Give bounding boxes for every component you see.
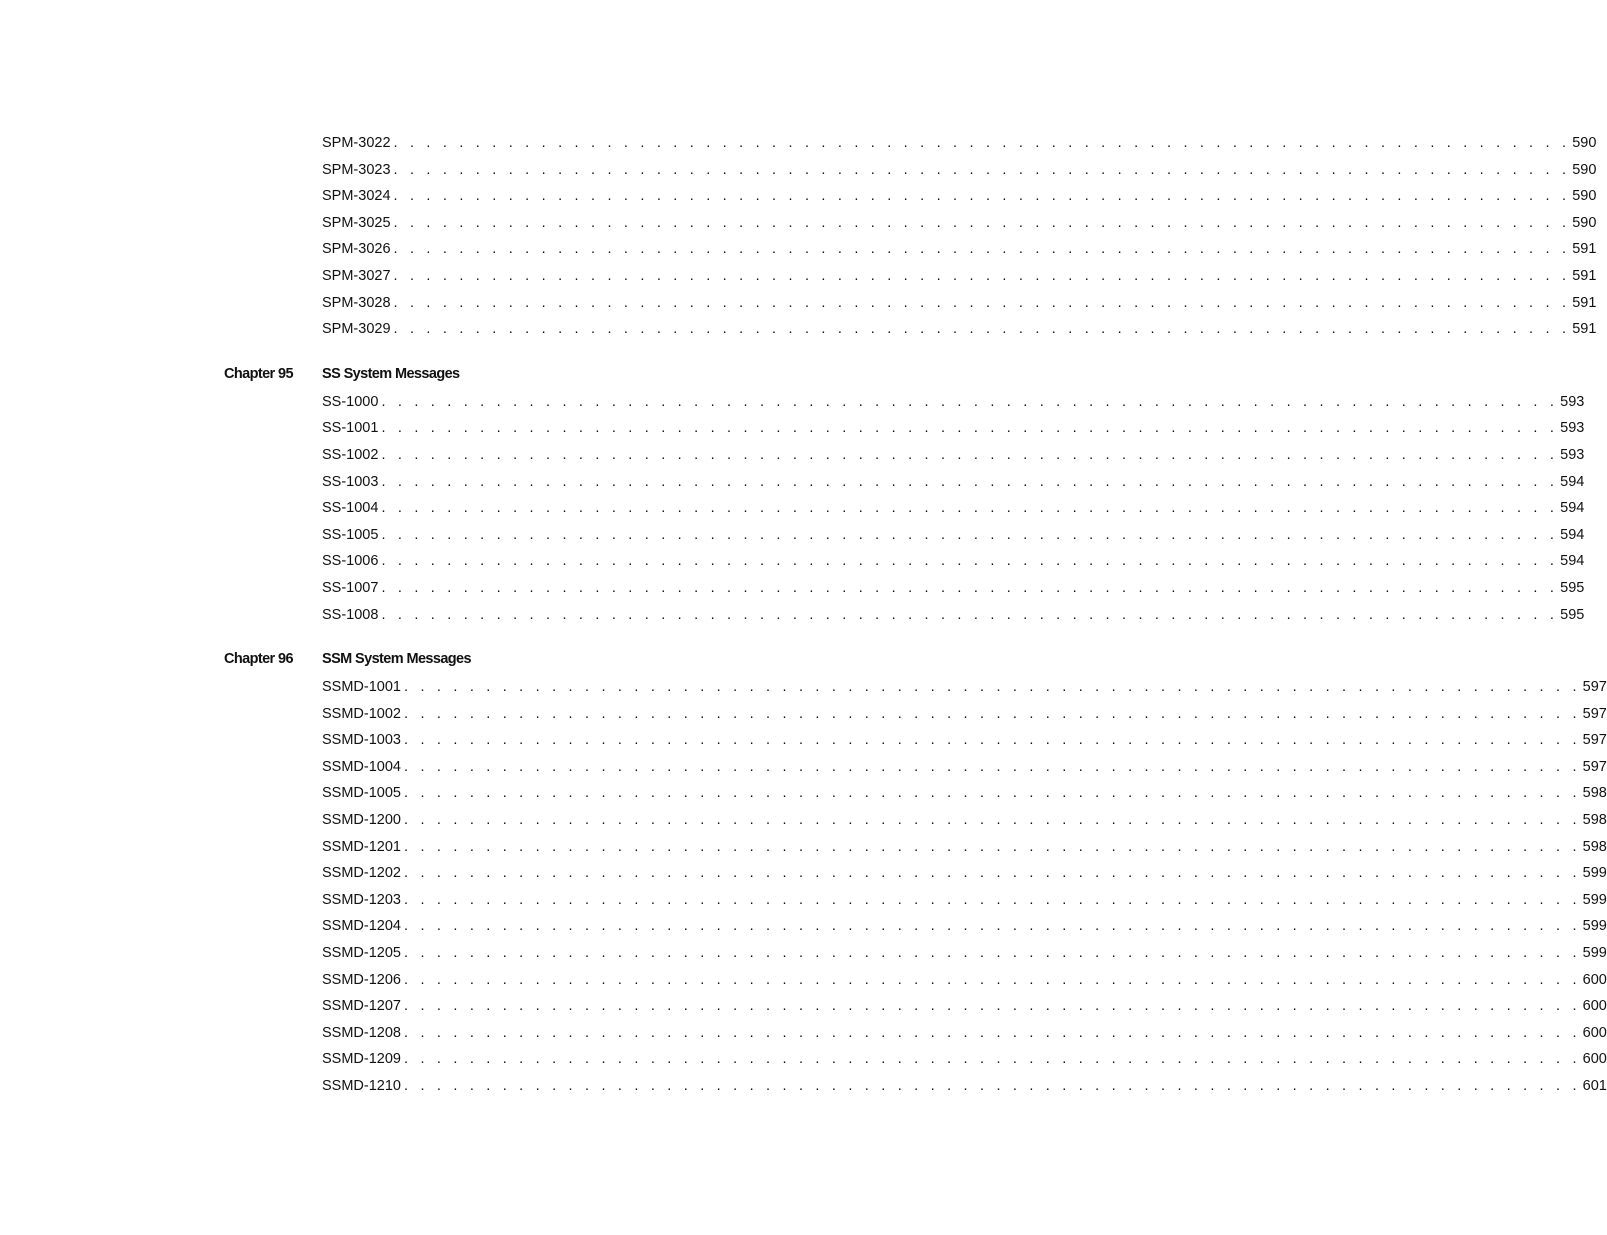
toc-section	[0, 130, 1597, 343]
toc-entry[interactable]	[322, 754, 1607, 781]
dot-leader: . . . . . . . . . . . . . . . . . . . . . . . . . . . . . . . . . . . . . . . . . . . . . . . . . . . . . . . . . . . . . . . . . . . . . . . .	[403, 891, 1581, 908]
toc-entry-page-number: 593	[1560, 446, 1585, 463]
toc-entry[interactable]	[322, 913, 1607, 940]
toc-entry[interactable]	[322, 674, 1607, 701]
dot-leader: . . . . . . . . . . . . . . . . . . . . . . . . . . . . . . . . . . . . . . . . . . . . . . . . . . . . . . . . . . . . . . . . . . . . . . . .	[403, 945, 1581, 962]
toc-entry[interactable]	[322, 807, 1607, 834]
toc-section	[0, 359, 1585, 628]
dot-leader: . . . . . . . . . . . . . . . . . . . . . . . . . . . . . . . . . . . . . . . . . . . . . . . . . . . . . . . . . . . . . . . . . . . . . . . .	[381, 420, 1559, 437]
dot-leader: . . . . . . . . . . . . . . . . . . . . . . . . . . . . . . . . . . . . . . . . . . . . . . . . . . . . . . . . . . . . . . . . . . . . . . . .	[403, 1051, 1581, 1068]
table-of-contents	[0, 130, 1607, 1100]
toc-entry-label: SPM-3025	[322, 214, 391, 231]
toc-entry-page-number: 593	[1560, 420, 1585, 437]
toc-entry[interactable]	[322, 442, 1585, 469]
toc-entry-page-number: 600	[1582, 998, 1607, 1015]
toc-entry-page-number: 591	[1572, 267, 1597, 284]
toc-entry-page-number: 600	[1582, 1024, 1607, 1041]
toc-entry-page-number: 594	[1560, 473, 1585, 490]
dot-leader: . . . . . . . . . . . . . . . . . . . . . . . . . . . . . . . . . . . . . . . . . . . . . . . . . . . . . . . . . . . . . . . . . . . . . . . .	[403, 918, 1581, 935]
toc-entry-label: SSMD-1001	[322, 679, 401, 696]
toc-entry-label: SS-1001	[322, 420, 379, 437]
toc-entry-label: SSMD-1205	[322, 945, 401, 962]
toc-entry[interactable]	[322, 548, 1585, 575]
dot-leader: . . . . . . . . . . . . . . . . . . . . . . . . . . . . . . . . . . . . . . . . . . . . . . . . . . . . . . . . . . . . . . . . . . . . . . . .	[381, 606, 1559, 623]
toc-entry-label: SS-1006	[322, 553, 379, 570]
toc-entry-page-number: 590	[1572, 188, 1597, 205]
toc-entry-label: SPM-3027	[322, 267, 391, 284]
toc-entry[interactable]	[322, 522, 1585, 549]
dot-leader: . . . . . . . . . . . . . . . . . . . . . . . . . . . . . . . . . . . . . . . . . . . . . . . . . . . . . . . . . . . . . . . . . . . . . . . .	[393, 321, 1571, 338]
dot-leader: . . . . . . . . . . . . . . . . . . . . . . . . . . . . . . . . . . . . . . . . . . . . . . . . . . . . . . . . . . . . . . . . . . . . . . . .	[381, 473, 1559, 490]
toc-entry-label: SS-1002	[322, 446, 379, 463]
chapter-number: Chapter 95	[224, 365, 293, 382]
toc-entry-label: SSMD-1004	[322, 758, 401, 775]
toc-entry-label: SSMD-1005	[322, 785, 401, 802]
chapter-title: SSM System Messages	[322, 651, 471, 668]
toc-entry-label: SSMD-1003	[322, 732, 401, 749]
toc-entry-label: SPM-3023	[322, 161, 391, 178]
toc-entry-page-number: 599	[1582, 945, 1607, 962]
toc-entry-label: SPM-3029	[322, 321, 391, 338]
toc-entry-label: SPM-3028	[322, 294, 391, 311]
toc-entry[interactable]	[322, 727, 1607, 754]
toc-entry-label: SSMD-1200	[322, 812, 401, 829]
toc-entry-page-number: 595	[1560, 606, 1585, 623]
toc-entry[interactable]	[322, 780, 1607, 807]
dot-leader: . . . . . . . . . . . . . . . . . . . . . . . . . . . . . . . . . . . . . . . . . . . . . . . . . . . . . . . . . . . . . . . . . . . . . . . .	[393, 135, 1571, 151]
dot-leader: . . . . . . . . . . . . . . . . . . . . . . . . . . . . . . . . . . . . . . . . . . . . . . . . . . . . . . . . . . . . . . . . . . . . . . . .	[381, 526, 1559, 543]
toc-entry[interactable]	[322, 602, 1585, 629]
dot-leader: . . . . . . . . . . . . . . . . . . . . . . . . . . . . . . . . . . . . . . . . . . . . . . . . . . . . . . . . . . . . . . . . . . . . . . . .	[403, 971, 1581, 988]
toc-entry-label: SS-1008	[322, 606, 379, 623]
toc-entry-page-number: 591	[1572, 321, 1597, 338]
toc-entry-page-number: 595	[1560, 579, 1585, 596]
toc-entry[interactable]	[322, 495, 1585, 522]
dot-leader: . . . . . . . . . . . . . . . . . . . . . . . . . . . . . . . . . . . . . . . . . . . . . . . . . . . . . . . . . . . . . . . . . . . . . . . .	[403, 705, 1581, 722]
toc-entry-page-number: 591	[1572, 241, 1597, 258]
toc-entry[interactable]	[322, 290, 1597, 317]
toc-entry-label: SS-1003	[322, 473, 379, 490]
toc-entry-page-number: 594	[1560, 500, 1585, 517]
toc-entry[interactable]	[322, 236, 1597, 263]
dot-leader: . . . . . . . . . . . . . . . . . . . . . . . . . . . . . . . . . . . . . . . . . . . . . . . . . . . . . . . . . . . . . . . . . . . . . . . .	[381, 500, 1559, 517]
chapter-title: SS System Messages	[322, 365, 460, 382]
toc-entry-page-number: 598	[1582, 812, 1607, 829]
dot-leader: . . . . . . . . . . . . . . . . . . . . . . . . . . . . . . . . . . . . . . . . . . . . . . . . . . . . . . . . . . . . . . . . . . . . . . . .	[403, 732, 1581, 749]
toc-entry-page-number: 597	[1582, 705, 1607, 722]
toc-entry[interactable]	[322, 316, 1597, 343]
toc-entry-label: SSMD-1201	[322, 838, 401, 855]
toc-entry[interactable]	[322, 1073, 1607, 1100]
toc-entry-page-number: 594	[1560, 526, 1585, 543]
dot-leader: . . . . . . . . . . . . . . . . . . . . . . . . . . . . . . . . . . . . . . . . . . . . . . . . . . . . . . . . . . . . . . . . . . . . . . . .	[381, 579, 1559, 596]
dot-leader: . . . . . . . . . . . . . . . . . . . . . . . . . . . . . . . . . . . . . . . . . . . . . . . . . . . . . . . . . . . . . . . . . . . . . . . .	[393, 294, 1571, 311]
toc-entry-page-number: 593	[1560, 393, 1585, 410]
toc-entry-label: SS-1005	[322, 526, 379, 543]
dot-leader: . . . . . . . . . . . . . . . . . . . . . . . . . . . . . . . . . . . . . . . . . . . . . . . . . . . . . . . . . . . . . . . . . . . . . . . .	[393, 188, 1571, 205]
dot-leader: . . . . . . . . . . . . . . . . . . . . . . . . . . . . . . . . . . . . . . . . . . . . . . . . . . . . . . . . . . . . . . . . . . . . . . . .	[403, 1078, 1581, 1094]
toc-entry-label: SSMD-1206	[322, 971, 401, 988]
dot-leader: . . . . . . . . . . . . . . . . . . . . . . . . . . . . . . . . . . . . . . . . . . . . . . . . . . . . . . . . . . . . . . . . . . . . . . . .	[381, 553, 1559, 570]
toc-entry-page-number: 597	[1582, 758, 1607, 775]
toc-entry[interactable]	[322, 834, 1607, 861]
dot-leader: . . . . . . . . . . . . . . . . . . . . . . . . . . . . . . . . . . . . . . . . . . . . . . . . . . . . . . . . . . . . . . . . . . . . . . . .	[381, 393, 1559, 410]
dot-leader: . . . . . . . . . . . . . . . . . . . . . . . . . . . . . . . . . . . . . . . . . . . . . . . . . . . . . . . . . . . . . . . . . . . . . . . .	[403, 758, 1581, 775]
toc-entry[interactable]	[322, 157, 1597, 184]
dot-leader: . . . . . . . . . . . . . . . . . . . . . . . . . . . . . . . . . . . . . . . . . . . . . . . . . . . . . . . . . . . . . . . . . . . . . . . .	[403, 679, 1581, 696]
toc-entry-label: SSMD-1002	[322, 705, 401, 722]
toc-entry-page-number: 598	[1582, 838, 1607, 855]
toc-entry[interactable]	[322, 967, 1607, 994]
dot-leader: . . . . . . . . . . . . . . . . . . . . . . . . . . . . . . . . . . . . . . . . . . . . . . . . . . . . . . . . . . . . . . . . . . . . . . . .	[403, 998, 1581, 1015]
toc-entry[interactable]	[322, 887, 1607, 914]
toc-entry-page-number: 590	[1572, 135, 1597, 151]
toc-entry[interactable]	[322, 469, 1585, 496]
toc-entry-page-number: 600	[1582, 1051, 1607, 1068]
toc-entry-label: SPM-3024	[322, 188, 391, 205]
toc-entry-page-number: 591	[1572, 294, 1597, 311]
toc-section	[0, 644, 1607, 1100]
toc-entry-page-number: 599	[1582, 891, 1607, 908]
toc-entry[interactable]	[322, 389, 1585, 416]
toc-entry-page-number: 598	[1582, 785, 1607, 802]
toc-entry[interactable]	[322, 415, 1585, 442]
toc-entry-page-number: 599	[1582, 918, 1607, 935]
toc-entry-page-number: 594	[1560, 553, 1585, 570]
dot-leader: . . . . . . . . . . . . . . . . . . . . . . . . . . . . . . . . . . . . . . . . . . . . . . . . . . . . . . . . . . . . . . . . . . . . . . . .	[403, 865, 1581, 882]
toc-entry[interactable]	[322, 1046, 1607, 1073]
dot-leader: . . . . . . . . . . . . . . . . . . . . . . . . . . . . . . . . . . . . . . . . . . . . . . . . . . . . . . . . . . . . . . . . . . . . . . . .	[393, 161, 1571, 178]
toc-entry[interactable]	[322, 183, 1597, 210]
toc-entry-page-number: 600	[1582, 971, 1607, 988]
chapter-heading	[0, 644, 954, 674]
toc-entry-page-number: 590	[1572, 161, 1597, 178]
toc-entry-label: SSMD-1202	[322, 865, 401, 882]
dot-leader: . . . . . . . . . . . . . . . . . . . . . . . . . . . . . . . . . . . . . . . . . . . . . . . . . . . . . . . . . . . . . . . . . . . . . . . .	[381, 446, 1559, 463]
dot-leader: . . . . . . . . . . . . . . . . . . . . . . . . . . . . . . . . . . . . . . . . . . . . . . . . . . . . . . . . . . . . . . . . . . . . . . . .	[403, 838, 1581, 855]
toc-entry-label: SSMD-1204	[322, 918, 401, 935]
toc-entry-label: SPM-3026	[322, 241, 391, 258]
chapter-number: Chapter 96	[224, 651, 293, 668]
toc-entry[interactable]	[322, 1020, 1607, 1047]
dot-leader: . . . . . . . . . . . . . . . . . . . . . . . . . . . . . . . . . . . . . . . . . . . . . . . . . . . . . . . . . . . . . . . . . . . . . . . .	[393, 241, 1571, 258]
dot-leader: . . . . . . . . . . . . . . . . . . . . . . . . . . . . . . . . . . . . . . . . . . . . . . . . . . . . . . . . . . . . . . . . . . . . . . . .	[403, 812, 1581, 829]
toc-entry-page-number: 601	[1582, 1078, 1607, 1094]
toc-entry[interactable]	[322, 210, 1597, 237]
toc-entry-page-number: 597	[1582, 732, 1607, 749]
dot-leader: . . . . . . . . . . . . . . . . . . . . . . . . . . . . . . . . . . . . . . . . . . . . . . . . . . . . . . . . . . . . . . . . . . . . . . . .	[393, 267, 1571, 284]
toc-entry[interactable]	[322, 940, 1607, 967]
dot-leader: . . . . . . . . . . . . . . . . . . . . . . . . . . . . . . . . . . . . . . . . . . . . . . . . . . . . . . . . . . . . . . . . . . . . . . . .	[403, 785, 1581, 802]
chapter-heading	[0, 359, 954, 389]
toc-entry[interactable]	[322, 575, 1585, 602]
toc-entry[interactable]	[322, 263, 1597, 290]
toc-entry[interactable]	[322, 701, 1607, 728]
toc-entry-label: SPM-3022	[322, 135, 391, 151]
toc-entry-label: SSMD-1207	[322, 998, 401, 1015]
toc-entry-label: SSMD-1210	[322, 1078, 401, 1094]
toc-entry-page-number: 590	[1572, 214, 1597, 231]
dot-leader: . . . . . . . . . . . . . . . . . . . . . . . . . . . . . . . . . . . . . . . . . . . . . . . . . . . . . . . . . . . . . . . . . . . . . . . .	[403, 1024, 1581, 1041]
toc-entry-page-number: 597	[1582, 679, 1607, 696]
toc-entry-label: SS-1000	[322, 393, 379, 410]
toc-entry-page-number: 599	[1582, 865, 1607, 882]
toc-entry-label: SSMD-1209	[322, 1051, 401, 1068]
dot-leader: . . . . . . . . . . . . . . . . . . . . . . . . . . . . . . . . . . . . . . . . . . . . . . . . . . . . . . . . . . . . . . . . . . . . . . . .	[393, 214, 1571, 231]
toc-entry-label: SSMD-1208	[322, 1024, 401, 1041]
toc-entry-label: SSMD-1203	[322, 891, 401, 908]
toc-entry[interactable]	[322, 130, 1597, 157]
toc-entry-label: SS-1007	[322, 579, 379, 596]
toc-entry[interactable]	[322, 860, 1607, 887]
toc-entry[interactable]	[322, 993, 1607, 1020]
toc-entry-label: SS-1004	[322, 500, 379, 517]
